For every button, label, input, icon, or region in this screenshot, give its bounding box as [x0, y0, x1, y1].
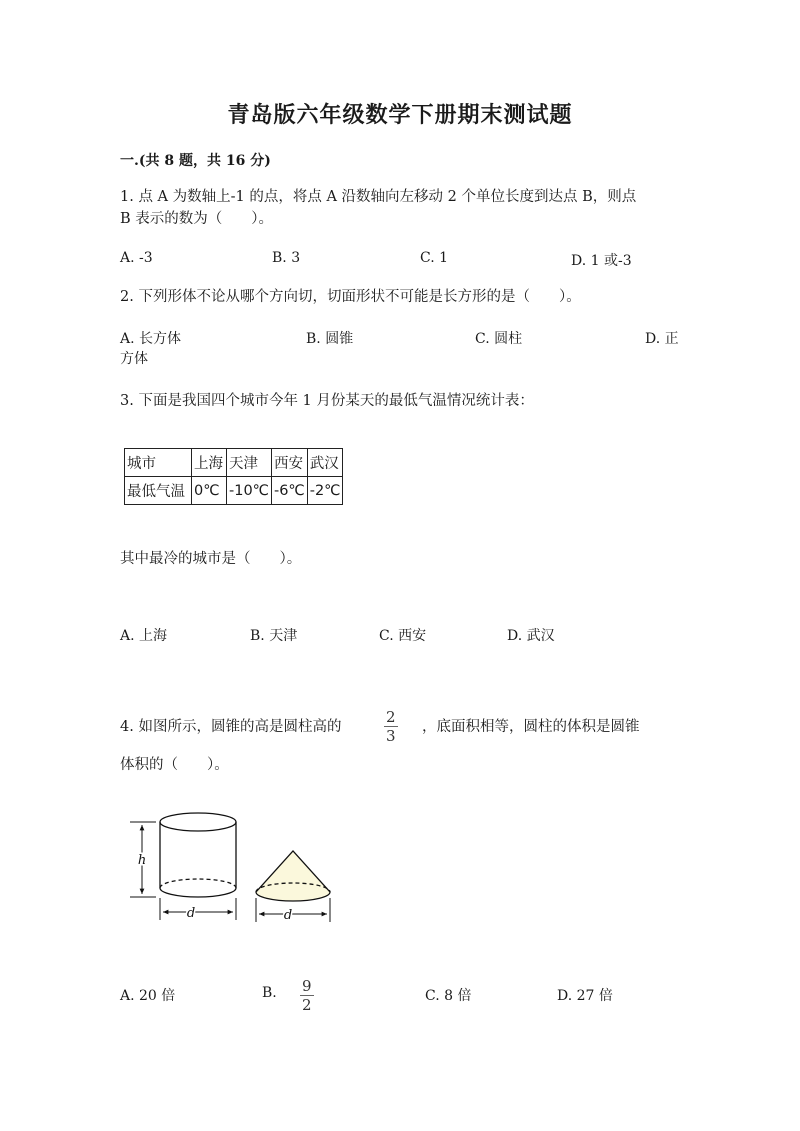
q4-option-d: D. 27 倍: [557, 988, 613, 1004]
q1-option-c: C. 1: [420, 250, 449, 266]
q2-option-a: A. 长方体: [120, 331, 182, 347]
q2-option-b: B. 圆锥: [306, 331, 354, 347]
table-row: [125, 449, 343, 477]
question-4-text-after: ，底面积相等，圆柱的体积是圆锥: [422, 719, 640, 735]
question-3-text: 3. 下面是我国四个城市今年 1 月份某天的最低气温情况统计表：: [120, 393, 534, 409]
question-1-line-1: 1. 点 A 为数轴上-1 的点，将点 A 沿数轴向左移动 2 个单位长度到达点 B，则点: [120, 189, 637, 205]
q1-option-a: A. -3: [120, 250, 153, 266]
cylinder-diameter-label: d: [186, 906, 196, 921]
fraction-two-thirds: [384, 708, 398, 745]
q4-option-a: A. 20 倍: [120, 988, 176, 1004]
cylinder-shape: [160, 813, 236, 897]
table-cell: 最低气温: [125, 477, 192, 505]
question-4-line-2: 体积的（ ）。: [120, 757, 229, 773]
fraction-numerator: 9: [302, 977, 312, 995]
cone-diameter-label: d: [283, 908, 293, 923]
q1-option-b: B. 3: [272, 250, 301, 266]
table-cell: -10℃: [227, 477, 272, 505]
question-3-prompt: 其中最冷的城市是（ ）。: [120, 551, 302, 567]
question-4-text-before: 4. 如图所示，圆锥的高是圆柱高的: [120, 719, 342, 735]
q4-option-c: C. 8 倍: [425, 988, 472, 1004]
q3-option-c: C. 西安: [379, 628, 427, 644]
table-cell: 天津: [227, 449, 272, 477]
table-cell: 城市: [125, 449, 192, 477]
cone-shape: [256, 851, 330, 901]
question-1-line-2: B 表示的数为（ ）。: [120, 211, 274, 227]
q4-option-b: B.: [262, 985, 277, 1001]
table-cell: -6℃: [271, 477, 307, 505]
q3-option-b: B. 天津: [250, 628, 298, 644]
table-cell: 上海: [192, 449, 227, 477]
cylinder-diameter-dimension: [160, 898, 236, 920]
q2-option-d: D. 正: [645, 331, 679, 347]
table-row: [125, 477, 343, 505]
table-cell: 西安: [271, 449, 307, 477]
page-title: 青岛版六年级数学下册期末测试题: [227, 102, 573, 128]
q1-option-d: D. 1 或-3: [571, 253, 632, 269]
table-cell: 0℃: [192, 477, 227, 505]
table-cell: -2℃: [307, 477, 343, 505]
cylinder-cone-figure: [128, 808, 340, 926]
fraction-denominator: 3: [386, 727, 396, 745]
table-cell: 武汉: [307, 449, 343, 477]
q3-option-a: A. 上海: [120, 628, 168, 644]
fraction-nine-halves: [300, 977, 314, 1014]
q2-option-d-wrap: 方体: [120, 351, 148, 367]
temperature-table: [124, 448, 343, 505]
section-heading: 一.(共 8 题，共 16 分): [120, 153, 271, 169]
fraction-denominator: 2: [302, 996, 312, 1014]
height-label: h: [137, 853, 147, 868]
q2-option-c: C. 圆柱: [475, 331, 523, 347]
q3-option-d: D. 武汉: [507, 628, 555, 644]
fraction-numerator: 2: [386, 708, 396, 726]
question-2-text: 2. 下列形体不论从哪个方向切，切面形状不可能是长方形的是（ ）。: [120, 289, 581, 305]
